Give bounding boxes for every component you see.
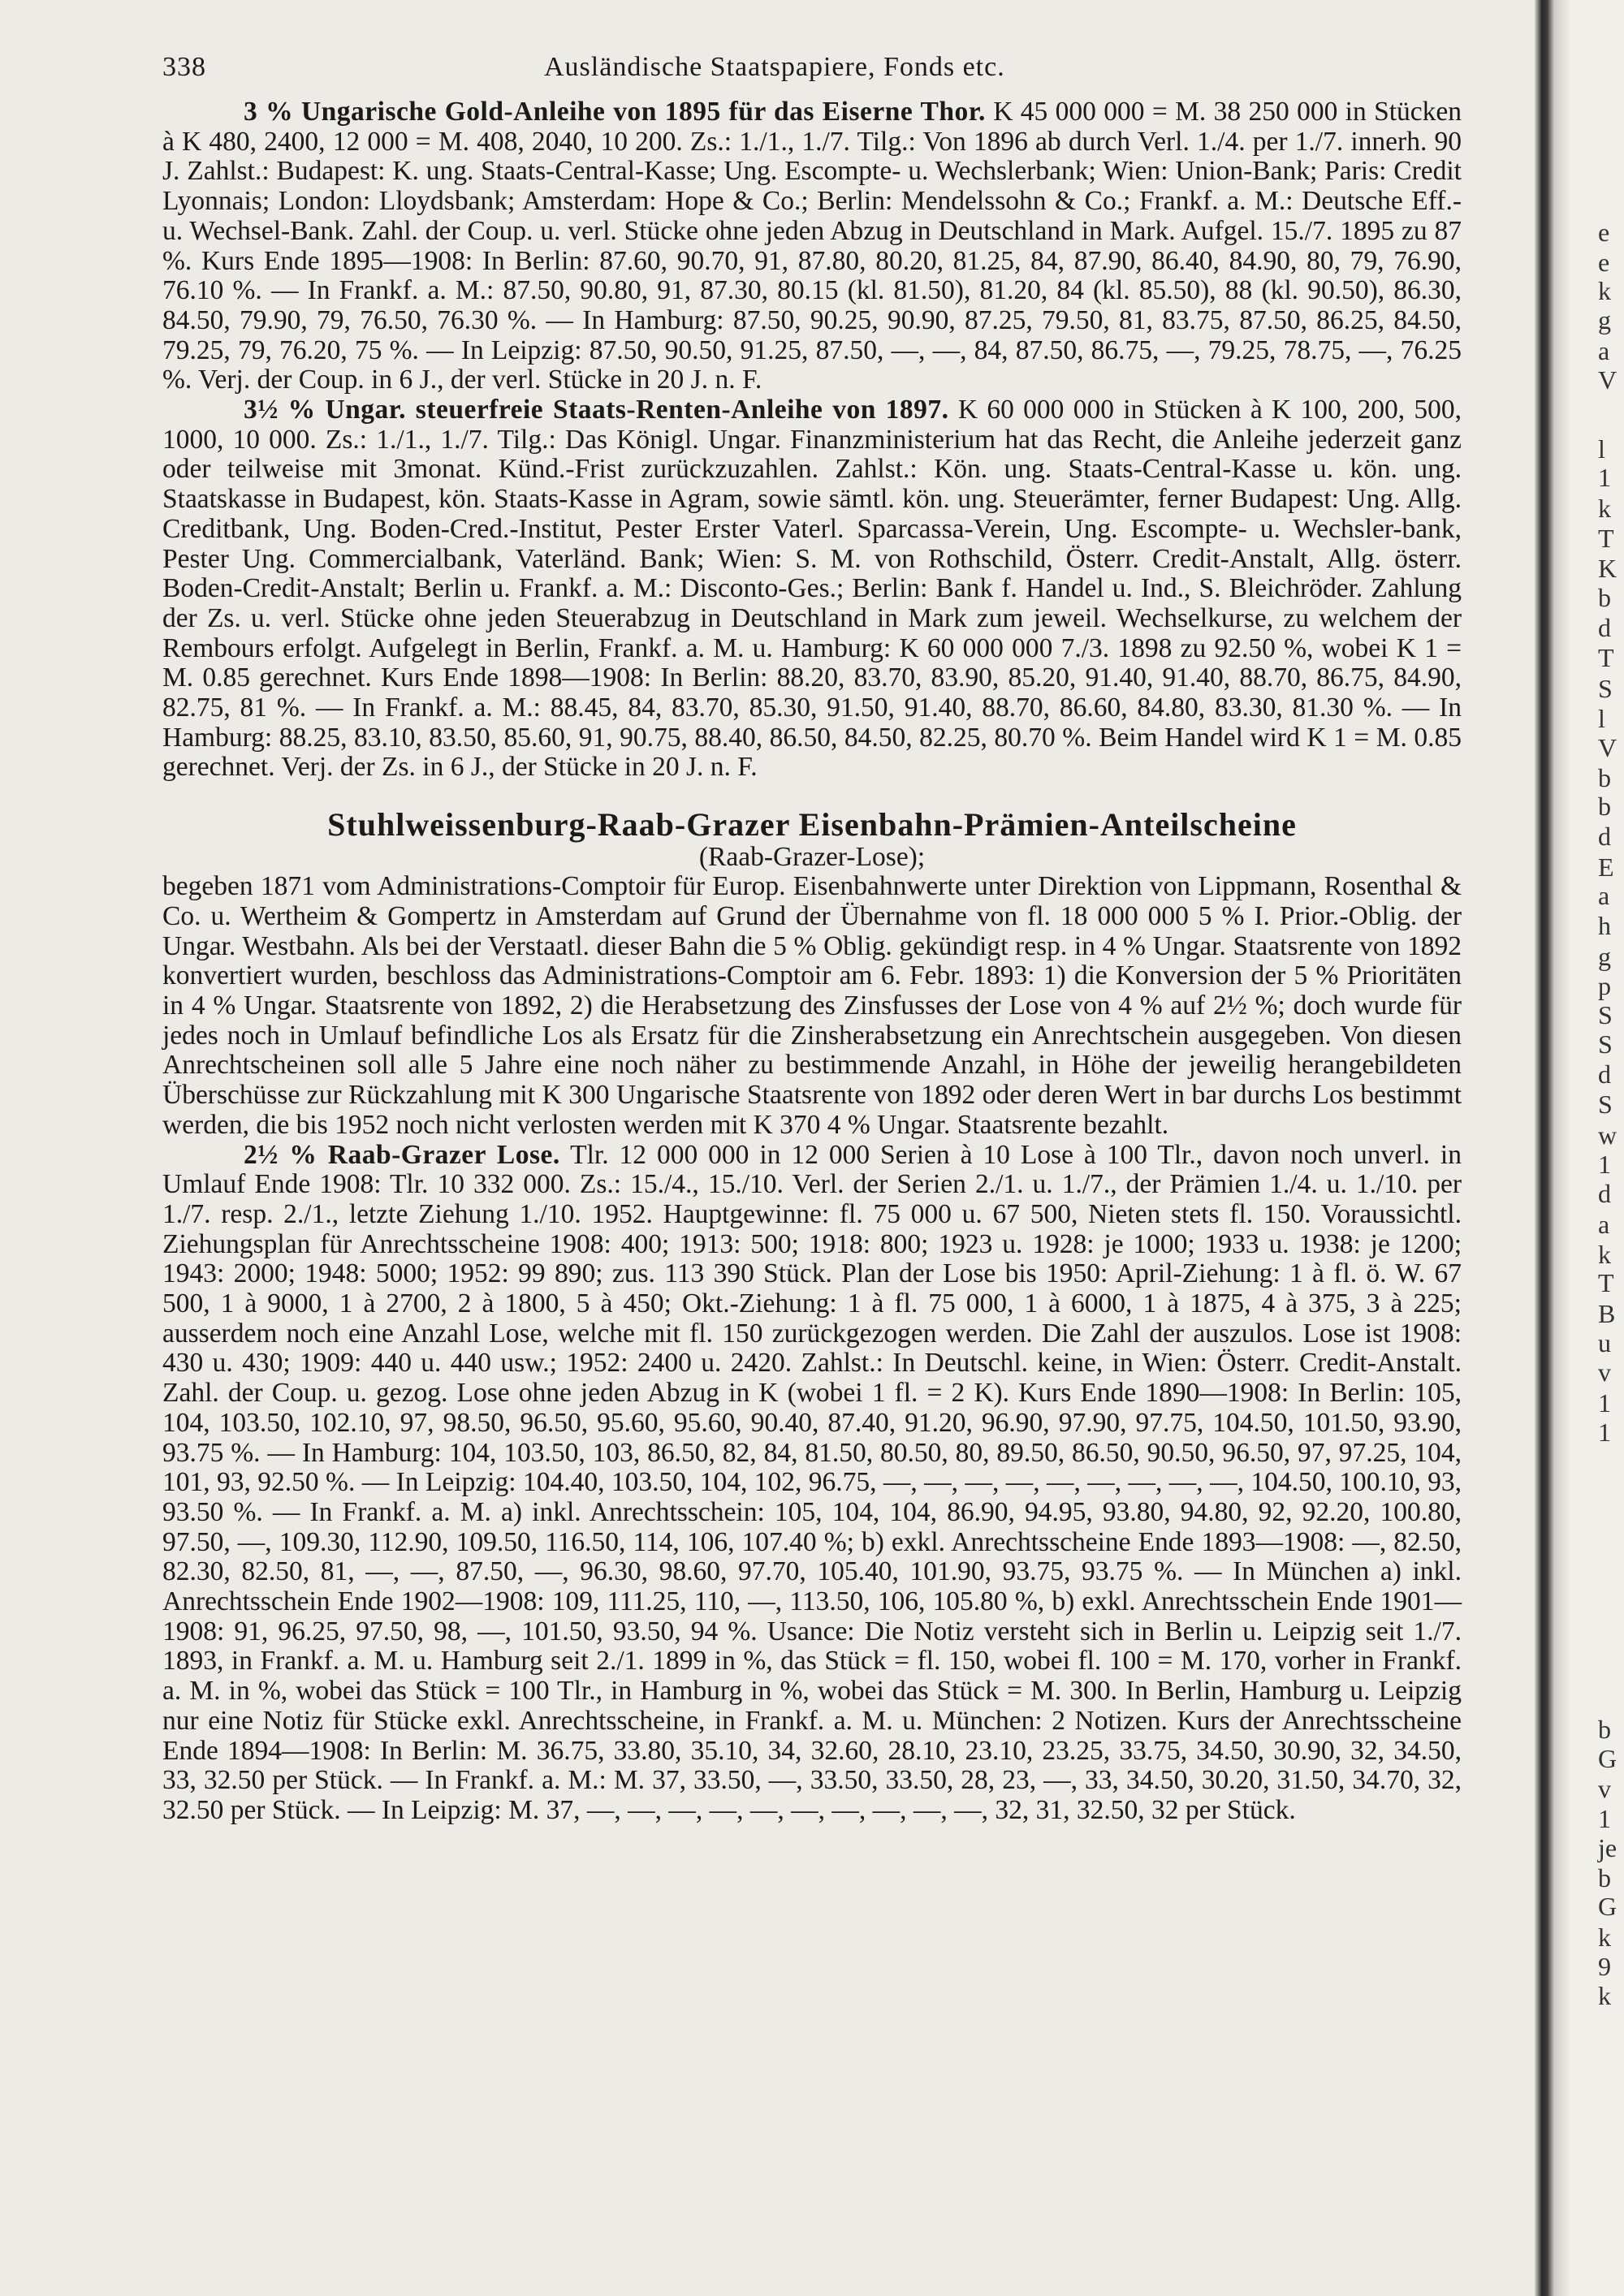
- margin-letter: S: [1598, 1000, 1613, 1029]
- section-title: Stuhlweissenburg-Raab-Grazer Eisenbahn-Prämien-Anteilscheine: [327, 806, 1297, 844]
- margin-letter: 1: [1598, 1388, 1611, 1418]
- margin-letter: B: [1598, 1299, 1616, 1328]
- margin-letter: T: [1598, 524, 1614, 553]
- margin-letter: k: [1598, 494, 1611, 523]
- text-column: [162, 41, 1462, 1826]
- margin-letter: b: [1598, 1863, 1611, 1892]
- margin-letter: e: [1598, 218, 1610, 247]
- running-title: Ausländische Staatspapiere, Fonds etc.: [544, 52, 1005, 82]
- margin-letter: b: [1598, 792, 1611, 821]
- entry-raab-grazer-lose: [162, 1141, 1462, 1826]
- margin-letter: S: [1598, 1090, 1613, 1119]
- margin-letter: d: [1598, 1060, 1611, 1089]
- entry-heading: 3½ % Ungar. steuerfreie Staats-Renten-Anleihe von 1897.: [244, 395, 949, 425]
- adjacent-page-margin: [1598, 0, 1624, 2296]
- section-subtitle: (Raab-Grazer-Lose);: [698, 842, 926, 873]
- margin-letter: 9: [1598, 1952, 1611, 1981]
- margin-letter: k: [1598, 276, 1611, 305]
- margin-letter: K: [1598, 554, 1618, 583]
- margin-letter: 1: [1598, 1150, 1611, 1179]
- entry-body: K 45 000 000 = M. 38 250 000 in Stücken à K 480, 2400, 12 000 = M. 408, 2040, 10 200. Zs.: 1./1., 1./7. Tilg.: Von 1896 ab durch Verl. 1./4. per 1./7. innerh. 90 J. Zahlst.: Budapest: K. ung. Staats-Central-Kasse; Ung. Escompte- u. Wechslerbank; Wien: Union-Bank; Paris: Credit Lyonnais; London: Lloydsbank; Amsterdam: Hope & Co.; Berlin: Mendelssohn & Co.; Frankf. a. M.: Deutsche Eff.- u. Wechsel-Bank. Zahl. der Coup. u. verl. Stücke ohne jeden Abzug in Deutschland in Mark. Aufgel. 15./7. 1895 zu 87 %. Kurs Ende 1895—1908: In Berlin: 87.60, 90.70, 91, 87.80, 80.20, 81.25, 84, 87.90, 86.40, 84.90, 80, 79, 76.90, 76.10 %. — In Frankf. a. M.: 87.50, 90.80, 91, 87.30, 80.15 (kl. 81.50), 81.20, 84 (kl. 85.50), 88 (kl. 90.50), 86.30, 84.50, 79.90, 79, 76.50, 76.30 %. — In Hamburg: 87.50, 90.25, 90.90, 87.25, 79.50, 81, 83.75, 87.50, 86.25, 84.50, 79.25, 79, 76.20, 75 %. — In Leipzig: 87.50, 90.50, 91.25, 87.50, —, —, 84, 87.50, 86.75, —, 79.25, 78.75, —, 76.25 %. Verj. der Coup. in 6 J., der verl. Stücke in 20 J. n. F.: [162, 97, 1462, 395]
- margin-letter: b: [1598, 1715, 1611, 1744]
- margin-letter: V: [1598, 365, 1618, 395]
- margin-letter: a: [1598, 881, 1610, 910]
- entry-body: Tlr. 12 000 000 in 12 000 Serien à 10 Lose à 100 Tlr., davon noch unverl. in Umlauf Ende 1908: Tlr. 10 332 000. Zs.: 15./4., 15./10. Verl. der Serien 2./1. u. 1./7., der Prämien 1./4. u. 1./10. per 1./7. resp. 2./1., letzte Ziehung 1./10. 1952. Hauptgewinne: fl. 75 000 u. 67 500, Nieten stets fl. 150. Voraussichtl. Ziehungsplan für Anrechtsscheine 1908: 400; 1913: 500; 1918: 800; 1923 u. 1928: je 1000; 1933 u. 1938: je 1200; 1943: 2000; 1948: 5000; 1952: 99 890; zus. 113 390 Stück. Plan der Lose bis 1950: April-Ziehung: 1 à fl. ö. W. 67 500, 1 à 9000, 1 à 2700, 2 à 1800, 5 à 450; Okt.-Ziehung: 1 à fl. 75 000, 1 à 6000, 1 à 1875, 4 à 375, 3 à 225; ausserdem noch eine Anzahl Lose, welche mit fl. 150 zurückgezogen werden. Die Zahl der auszulos. Lose ist 1908: 430 u. 430; 1909: 440 u. 440 usw.; 1952: 2400 u. 2420. Zahlst.: In Deutschl. keine, in Wien: Österr. Credit-Anstalt. Zahl. der Coup. u. gezog. Lose ohne jeden Abzug in K (wobei 1 fl. = 2 K). Kurs Ende 1890—1908: In Berlin: 105, 104, 103.50, 102.10, 97, 98.50, 96.50, 95.60, 95.60, 90.40, 87.40, 91.20, 96.90, 97.90, 97.75, 104.50, 101.50, 93.90, 93.75 %. — In Hamburg: 104, 103.50, 103, 86.50, 82, 84, 81.50, 80.50, 80, 89.50, 86.50, 90.50, 96.50, 97, 97.25, 104, 101, 93, 92.50 %. — In Leipzig: 104.40, 103.50, 104, 102, 96.75, —, —, —, —, —, —, —, —, —, 104.50, 100.10, 93, 93.50 %. — In Frankf. a. M. a) inkl. Anrechtsschein: 105, 104, 104, 86.90, 94.95, 93.80, 94.80, 92, 92.20, 100.80, 97.50, —, 109.30, 112.90, 109.50, 116.50, 114, 106, 107.40 %; b) exkl. Anrechtsscheine Ende 1893—1908: —, 82.50, 82.30, 82.50, 81, —, —, 87.50, —, 96.30, 98.60, 97.70, 105.40, 101.90, 93.75, 93.75 %. — In München a) inkl. Anrechtsschein Ende 1902—1908: 109, 111.25, 110, —, 113.50, 106, 105.80 %, b) exkl. Anrechtsschein Ende 1901—1908: 91, 96.25, 97.50, 98, —, 101.50, 93.50, 94 %. Usance: Die Notiz versteht sich in Berlin u. Leipzig seit 1./7. 1893, in Frankf. a. M. u. Hamburg seit 2./1. 1899 in %, das Stück = fl. 150, wobei fl. 100 = M. 170, vorher in Frankf. a. M. in %, wobei das Stück = 100 Tlr., in Hamburg in %, wobei das Stück = M. 300. In Berlin, Hamburg u. Leipzig nur eine Notiz für Stücke exkl. Anrechtsscheine, in Frankf. a. M. u. München: 2 Notizen. Kurs der Anrechtsscheine Ende 1894—1908: In Berlin: M. 36.75, 33.80, 35.10, 34, 32.60, 28.10, 23.10, 23.25, 33.75, 34.50, 30.90, 32, 34.50, 33, 32.50 per Stück. — In Frankf. a. M.: M. 37, 33.50, —, 33.50, 33.50, 28, 23, —, 33, 34.50, 30.20, 31.50, 34.70, 32, 32.50 per Stück. — In Leipzig: M. 37, —, —, —, —, —, —, —, —, —, —, 32, 31, 32.50, 32 per Stück.: [162, 1139, 1462, 1825]
- margin-letter: je: [1598, 1833, 1618, 1862]
- section-intro: begeben 1871 vom Administrations-Comptoir für Europ. Eisenbahnwerte unter Direktion von Lippmann, Rosenthal & Co. u. Wertheim & Gompertz in Amsterdam auf Grund der Übernahme von fl. 18 000 000 5 % I. Prior.-Oblig. der Ungar. Westbahn. Als bei der Verstaatl. dieser Bahn die 5 % Oblig. gekündigt resp. in 4 % Ungar. Staatsrente von 1892 konvertiert wurden, beschloss das Administrations-Comptoir am 6. Febr. 1893: 1) die Konversion der 5 % Prioritäten in 4 % Ungar. Staatsrente von 1892, 2) die Herabsetzung des Zinsfusses der Lose von 4 % auf 2½ %; doch wurde für jedes noch in Umlauf befindliche Los als Ersatz für die Zinsherabsetzung ein Anrechtschein ausgegeben. Von diesen Anrechtscheinen soll alle 5 Jahre eine noch näher zu bestimmende Anzahl, in Höhe der jeweilig herangebildeten Überschüsse zur Rückzahlung mit K 300 Ungarische Staatsrente von 1892 oder deren Wert in bar durchs Los bestimmt werden, die bis 1952 noch nicht verlosten werden mit K 370 4 % Ungar. Staatsrente bezahlt.: [162, 871, 1462, 1140]
- margin-letter: g: [1598, 305, 1611, 334]
- margin-letter: V: [1598, 733, 1618, 762]
- entry-staats-renten-1897: [162, 395, 1462, 783]
- page-number: 338: [162, 52, 206, 82]
- margin-letter: G: [1598, 1744, 1618, 1773]
- margin-letter: d: [1598, 1179, 1611, 1208]
- entry-heading: 3 % Ungarische Gold-Anleihe von 1895 für das Eiserne Thor.: [244, 97, 986, 127]
- margin-letter: p: [1598, 971, 1611, 1000]
- margin-letter: k: [1598, 1923, 1611, 1952]
- margin-letter: u: [1598, 1328, 1611, 1357]
- margin-letter: b: [1598, 763, 1611, 792]
- margin-letter: h: [1598, 911, 1611, 940]
- margin-letter: v: [1598, 1357, 1611, 1387]
- margin-letter: a: [1598, 336, 1610, 365]
- margin-letter: w: [1598, 1120, 1618, 1150]
- margin-letter: S: [1598, 674, 1613, 703]
- margin-letter: g: [1598, 942, 1611, 971]
- margin-letter: v: [1598, 1774, 1611, 1803]
- margin-letter: k: [1598, 1240, 1611, 1269]
- margin-letter: d: [1598, 613, 1611, 642]
- margin-letter: 1: [1598, 463, 1611, 492]
- running-head: [162, 41, 1462, 97]
- margin-letter: S: [1598, 1029, 1613, 1059]
- entry-gold-anleihe-1895: [162, 97, 1462, 395]
- margin-letter: l: [1598, 434, 1605, 464]
- entry-body: K 60 000 000 in Stücken à K 100, 200, 500, 1000, 10 000. Zs.: 1./1., 1./7. Tilg.: Das Königl. Ungar. Finanzministerium hat das Recht, die Anleihe jederzeit ganz oder teilweise mit 3monat. Künd.-Frist zurückzuzahlen. Zahlst.: Kön. ung. Staats-Central-Kasse u. kön. ung. Staatskasse in Budapest, kön. Staats-Kasse in Agram, sowie sämtl. kön. ung. Steuerämter, ferner Budapest: Ung. Allg. Creditbank, Ung. Boden-Cred.-Institut, Pester Erster Vaterl. Sparcassa-Verein, Ung. Escompte- u. Wechsler-bank, Pester Ung. Commercialbank, Vaterländ. Bank; Wien: S. M. von Rothschild, Österr. Credit-Anstalt, Allg. österr. Boden-Credit-Anstalt; Berlin u. Frankf. a. M.: Disconto-Ges.; Berlin: Bank f. Handel u. Ind., S. Bleichröder. Zahlung der Zs. u. verl. Stücke ohne jeden Steuerabzug in Deutschland in Mark zum jeweil. Wechselkurse, zu welchem der Rembours erfolgt. Aufgelegt in Berlin, Frankf. a. M. u. Hamburg: K 60 000 000 7./3. 1898 zu 92.50 %, wobei K 1 = M. 0.85 gerechnet. Kurs Ende 1898—1908: In Berlin: 88.20, 83.70, 83.90, 85.20, 91.40, 91.40, 88.70, 86.75, 84.90, 82.75, 81 %. — In Frankf. a. M.: 88.45, 84, 83.70, 85.30, 91.50, 91.40, 88.70, 86.60, 84.80, 83.30, 81.30 %. — In Hamburg: 88.25, 83.10, 83.50, 85.60, 91, 90.75, 88.40, 86.50, 84.50, 82.25, 80.70 %. Beim Handel wird K 1 = M. 0.85 gerechnet. Verj. der Zs. in 6 J., der Stücke in 20 J. n. F.: [162, 395, 1462, 783]
- entry-heading: 2½ % Raab-Grazer Lose.: [244, 1139, 560, 1170]
- margin-letter: E: [1598, 852, 1614, 882]
- margin-letter: G: [1598, 1892, 1618, 1921]
- margin-letter: T: [1598, 643, 1614, 672]
- margin-letter: l: [1598, 704, 1605, 733]
- margin-letter: T: [1598, 1268, 1614, 1297]
- margin-letter: k: [1598, 1981, 1611, 2010]
- margin-letter: d: [1598, 822, 1611, 851]
- margin-letter: b: [1598, 583, 1611, 612]
- margin-letter: e: [1598, 248, 1610, 277]
- margin-letter: 1: [1598, 1418, 1611, 1447]
- margin-letter: a: [1598, 1210, 1610, 1239]
- margin-letter: 1: [1598, 1804, 1611, 1833]
